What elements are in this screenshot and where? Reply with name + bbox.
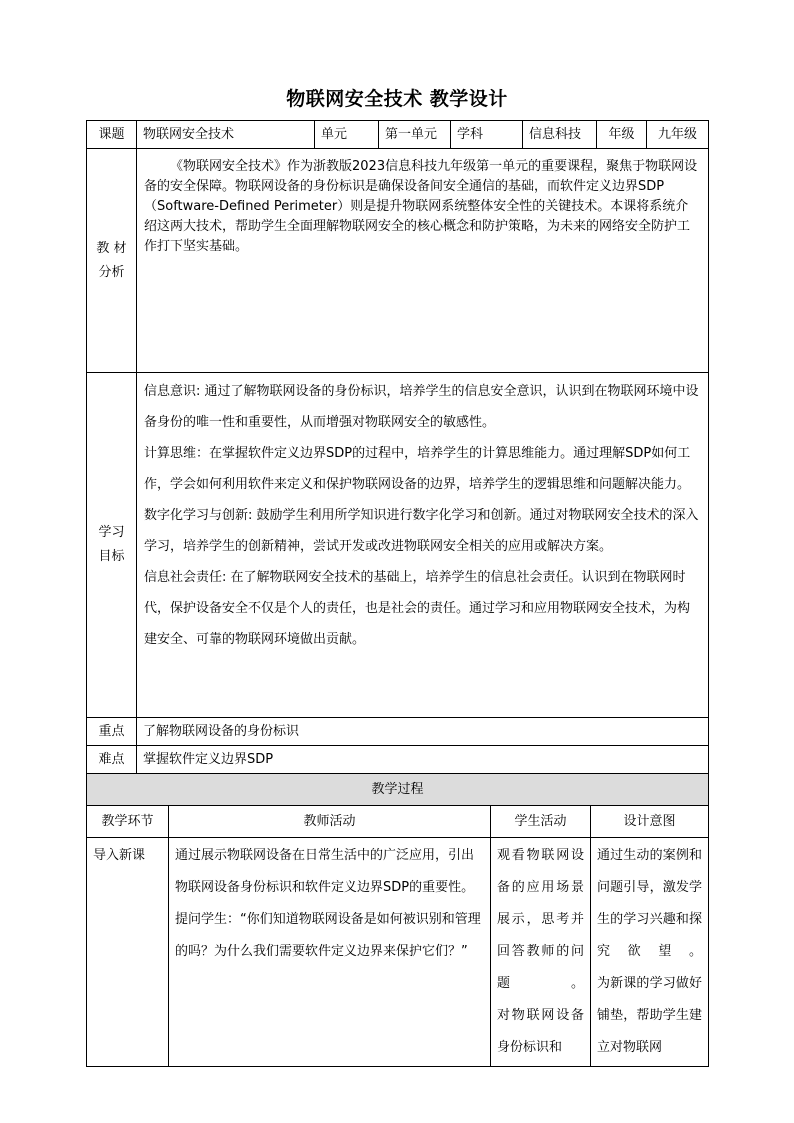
process-columns-row xyxy=(87,806,709,838)
teaching-process-table xyxy=(86,773,709,1067)
objective-item: 信息社会责任: 在了解物联网安全技术的基础上，培养学生的信息社会责任。认识到在物联网时代，保护设备安全不仅是个人的责任，也是社会的责任。通过学习和应用物联网安全技术，为构建安全、可靠的物联网环境做出贡献。 xyxy=(144,570,691,647)
analysis-text: 《物联网安全技术》作为浙教版2023信息科技九年级第一单元的重要课程，聚焦于物联网设备的安全保障。物联网设备的身份标识是确保设备间安全通信的基础，而软件定义边界SDP（Software-Defined Perimeter）则是提升物联网系统整体安全性的关键技术。本课将系统介绍这两大技术，帮助学生全面理解物联网安全的核心概念和防护策略，为未来的网络安全防护工作打下坚实基础。 xyxy=(144,159,698,254)
header-row xyxy=(87,121,709,149)
stage-cell xyxy=(87,838,169,1067)
difficult-point-value: 掌握软件定义边界SDP xyxy=(137,746,709,774)
column-header: 教师活动 xyxy=(169,806,491,838)
analysis-text-cell xyxy=(137,149,709,373)
design-intent: 为新课的学习做好铺垫，帮助学生建立对物联网 xyxy=(597,976,703,1055)
key-point-label: 重点 xyxy=(87,718,137,746)
column-header: 教学环节 xyxy=(87,806,169,838)
grade-value: 九年级 xyxy=(647,121,709,149)
student-activity: 对物联网设备身份标识和 xyxy=(497,1008,584,1055)
teacher-activity: 通过展示物联网设备在日常生活中的广泛应用，引出物联网设备身份标识和软件定义边界SDP的重要性。 xyxy=(175,848,475,895)
topic-label: 课题 xyxy=(87,121,137,149)
teacher-activity-cell xyxy=(169,838,491,1067)
column-header: 学生活动 xyxy=(491,806,591,838)
lesson-info-table xyxy=(86,120,709,774)
analysis-label: 教 材 分析 xyxy=(87,149,137,373)
unit-value: 第一单元 xyxy=(379,121,451,149)
process-header-row xyxy=(87,774,709,806)
page-title: 物联网安全技术 教学设计 xyxy=(286,88,508,110)
stage-name: 导入新课 xyxy=(93,848,146,863)
analysis-row xyxy=(87,149,709,373)
key-point-row xyxy=(87,718,709,746)
subject-value: 信息科技 xyxy=(523,121,597,149)
design-intent-cell xyxy=(591,838,709,1067)
subject-label: 学科 xyxy=(451,121,523,149)
unit-label: 单元 xyxy=(315,121,379,149)
student-activity-cell xyxy=(491,838,591,1067)
objectives-row xyxy=(87,373,709,718)
objectives-label: 学习 目标 xyxy=(87,373,137,718)
objective-item: 数字化学习与创新: 鼓励学生利用所学知识进行数字化学习和创新。通过对物联网安全技术的深入学习，培养学生的创新精神，尝试开发或改进物联网安全相关的应用或解决方案。 xyxy=(144,508,699,554)
teacher-activity: 提问学生：“你们知道物联网设备是如何被识别和管理的吗？为什么我们需要软件定义边界来保护它们？” xyxy=(175,912,481,959)
key-point-value: 了解物联网设备的身份标识 xyxy=(137,718,709,746)
column-header: 设计意图 xyxy=(591,806,709,838)
difficult-point-row xyxy=(87,746,709,774)
student-activity: 观看物联网设备的应用场景展示，思考并回答教师的问题。 xyxy=(497,848,584,991)
process-header: 教学过程 xyxy=(87,774,709,806)
design-intent: 通过生动的案例和问题引导，激发学生的学习兴趣和探究欲望。 xyxy=(597,848,703,959)
difficult-point-label: 难点 xyxy=(87,746,137,774)
objective-item: 计算思维：在掌握软件定义边界SDP的过程中，培养学生的计算思维能力。通过理解SDP如何工作，学会如何利用软件来定义和保护物联网设备的边界，培养学生的逻辑思维和问题解决能力。 xyxy=(144,446,691,492)
objective-item: 信息意识: 通过了解物联网设备的身份标识，培养学生的信息安全意识，认识到在物联网环境中设备身份的唯一性和重要性，从而增强对物联网安全的敏感性。 xyxy=(144,384,699,430)
objectives-list xyxy=(137,373,709,718)
topic-value: 物联网安全技术 xyxy=(137,121,315,149)
process-row xyxy=(87,838,709,1067)
grade-label: 年级 xyxy=(597,121,647,149)
